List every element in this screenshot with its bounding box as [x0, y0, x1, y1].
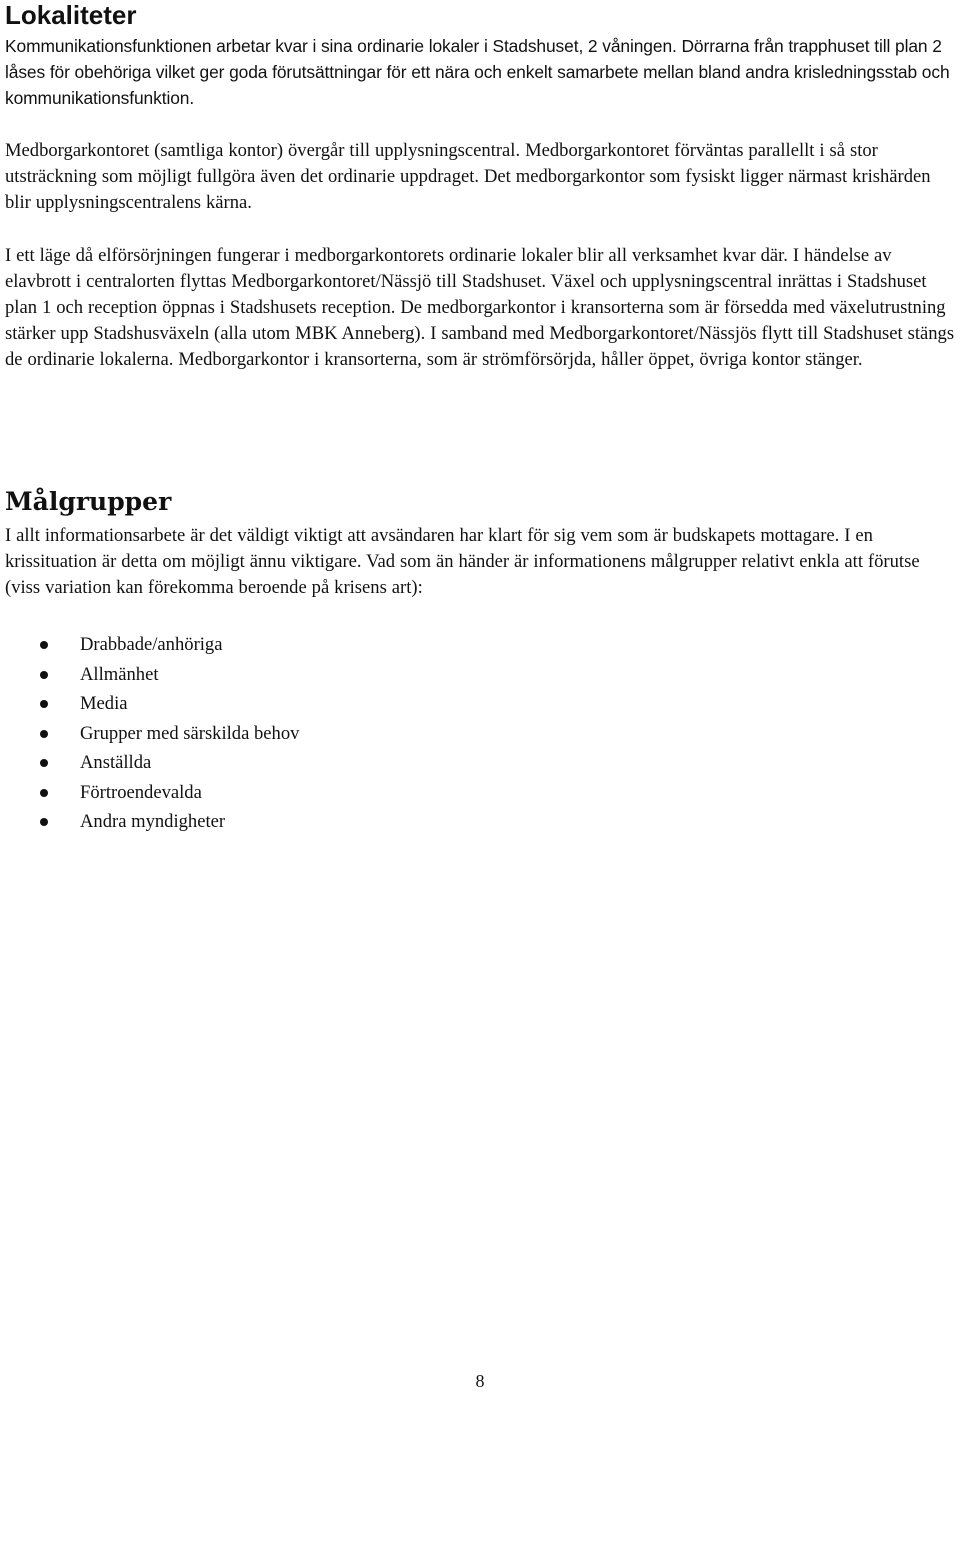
paragraph-lokaliteter-3: I ett läge då elförsörjningen fungerar i medborgarkontorets ordinarie lokaler blir all verksamhet kvar där. I händelse av elavbrott i centralorten flyttas Medborgarkontoret/Nässjö till Stadshuset. Växel och upplysningscentral inrättas i Stadshuset plan 1 och reception öppnas i Stadshusets reception. De medborgarkontor i kransorterna som är försedda med växelutrustning stärker upp Stadshusväxeln (alla utom MBK Anneberg). I samband med Medborgarkontoret/Nässjös flytt till Stadshuset stängs de ordinarie lokalerna. Medborgarkontor i kransorterna, som är strömförsörjda, håller öppet, övriga kontor stänger. — [5, 245, 955, 370]
bullet-icon — [40, 759, 48, 767]
bullet-icon — [40, 641, 48, 649]
bullet-icon — [40, 700, 48, 708]
paragraph-lokaliteter-2: Medborgarkontoret (samtliga kontor) övergår till upplysningscentral. Medborgarkontoret förväntas parallellt i så stor utsträckning som möjligt fullgöra även det ordinarie uppdraget. Det medborgarkontor som fysiskt ligger närmast krishärden blir upplysningscentralens kärna. — [5, 140, 931, 213]
list-item — [0, 778, 299, 808]
list-item — [0, 689, 299, 719]
list-item-text: Allmänhet — [80, 663, 159, 685]
list-item — [0, 807, 299, 837]
bullet-icon — [40, 789, 48, 797]
bullet-icon — [40, 730, 48, 738]
heading-lokaliteter: Lokaliteter — [5, 0, 137, 30]
list-item-text: Andra myndigheter — [80, 811, 226, 832]
list-item-text: Anställda — [80, 752, 152, 773]
list-item-text: Media — [80, 693, 128, 714]
heading-malgrupper: Målgrupper — [5, 487, 172, 516]
paragraph-malgrupper-1: I allt informationsarbete är det väldigt viktigt att avsändaren har klart för sig vem som är budskapets mottagare. I en krissituation är detta om möjligt ännu viktigare. Vad som än händer är informationens målgrupper relativt enkla att förutse (viss variation kan förekomma beroende på krisens art): — [5, 525, 920, 598]
list-item-text: Grupper med särskilda behov — [80, 722, 300, 744]
bullet-icon — [40, 818, 48, 826]
list-item-text: Drabbade/anhöriga — [80, 634, 223, 655]
list-item — [0, 719, 299, 749]
list-item — [0, 630, 299, 660]
list-item — [0, 660, 299, 690]
paragraph-lokaliteter-1: Kommunikationsfunktionen arbetar kvar i sina ordinarie lokaler i Stadshuset, 2 våningen. Dörrarna från trapphuset till plan 2 låses för obehöriga vilket ger goda förutsättningar för ett nära och enkelt samarbete mellan bland andra krisledningsstab och kommunikationsfunktion. — [5, 36, 950, 108]
bullet-icon — [40, 671, 48, 679]
list-item — [0, 748, 299, 778]
target-group-list — [0, 630, 299, 837]
page-number: 8 — [475, 1371, 485, 1391]
list-item-text: Förtroendevalda — [80, 781, 202, 803]
